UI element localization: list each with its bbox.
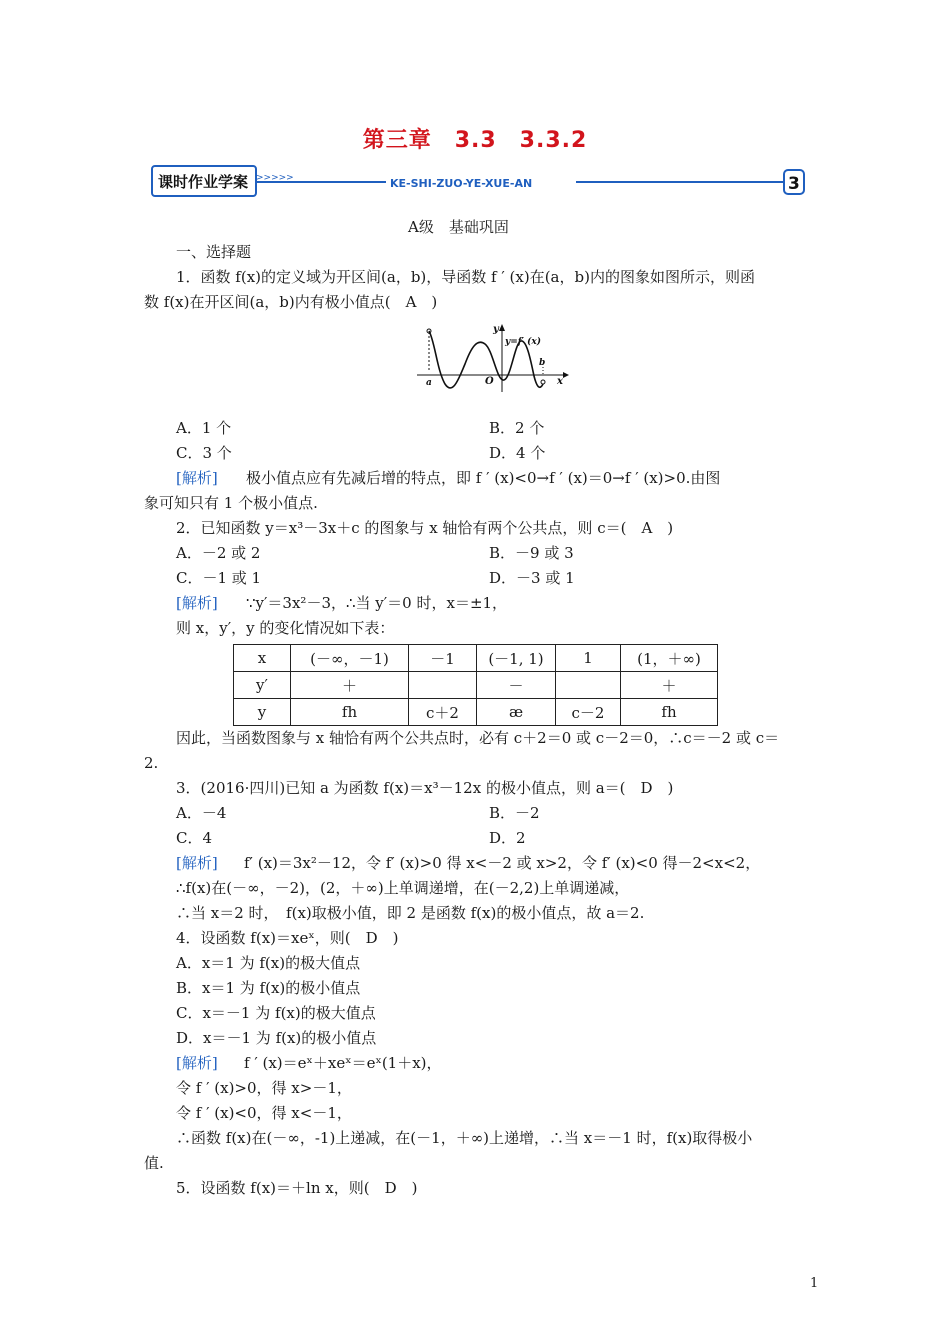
q1-option-c: C．3 个 (176, 444, 232, 462)
table-cell: (－1, 1) (477, 645, 556, 672)
q4-option-a: A．x＝1 为 f(x)的极大值点 (176, 954, 361, 972)
table-cell: y′ (234, 672, 291, 699)
q1-option-a: A．1 个 (176, 419, 232, 437)
banner-label: 课时作业学案 (158, 173, 249, 191)
x-axis-arrow (563, 372, 569, 378)
table-row (234, 672, 718, 699)
q1-option-d: D．4 个 (489, 444, 546, 462)
y-axis-label: y (493, 324, 499, 335)
q4-analysis-line1: f ′ (x)＝eˣ＋xeˣ＝eˣ(1＋x)， (244, 1054, 442, 1072)
q4-option-c: C．x＝－1 为 f(x)的极大值点 (176, 1004, 376, 1022)
origin-label: O (485, 376, 494, 387)
q3-option-c: C．4 (176, 829, 213, 847)
q4-analysis-line4: ∴函数 f(x)在(－∞，-1)上递减，在(－1，＋∞)上递增，∴当 x＝－1 时，f(x)取得极小 (176, 1129, 753, 1147)
variation-table (233, 644, 718, 726)
subsection-title: 一、选择题 (176, 243, 252, 261)
q2-conclusion-line1: 因此，当函数图象与 x 轴恰有两个公共点时，必有 c＋2＝0 或 c－2＝0，∴c＝－2 或 c＝ (176, 729, 780, 747)
banner-number: 3 (788, 174, 800, 194)
table-cell: － (477, 672, 556, 699)
table-row (234, 645, 718, 672)
q3-analysis-tag: [解析] (176, 854, 218, 872)
q4-option-b: B．x＝1 为 f(x)的极小值点 (176, 979, 361, 997)
q1-analysis-line1: 极小值点应有先减后增的特点，即 f ′ (x)<0→f ′ (x)＝0→f ′ (x)>0.由图 (246, 469, 721, 487)
table-cell: c＋2 (409, 699, 477, 726)
q4-stem: 4．设函数 f(x)＝xeˣ，则( D ) (176, 929, 399, 947)
table-cell: x (234, 645, 291, 672)
table-cell: (1，＋∞) (621, 645, 718, 672)
y-axis-arrow (499, 324, 505, 331)
table-cell: fh (621, 699, 718, 726)
q3-analysis-line3: ∴当 x＝2 时， f(x)取极小值，即 2 是函数 f(x)的极小值点，故 a＝2. (176, 904, 645, 922)
banner-pinyin: KE-SHI-ZUO-YE-XUE-AN (390, 177, 533, 190)
q2-stem: 2．已知函数 y＝x³－3x＋c 的图象与 x 轴恰有两个公共点，则 c＝( A ) (176, 519, 674, 537)
q1-stem-line1: 1．函数 f(x)的定义域为开区间(a，b)，导函数 f ′ (x)在(a，b)内的图象如图所示，则函 (176, 268, 755, 286)
b-open-point (541, 380, 545, 384)
q4-analysis-line2: 令 f ′ (x)>0，得 x>－1， (176, 1079, 352, 1097)
q3-analysis-line1: f′ (x)＝3x²－12，令 f′ (x)>0 得 x<－2 或 x>2，令 f′ (x)<0 得－2<x<2， (244, 854, 761, 872)
q3-analysis-line2: ∴f(x)在(－∞，－2)，(2，＋∞)上单调递增，在(－2,2)上单调递减， (176, 879, 630, 897)
q3-stem: 3．(2016·四川)已知 a 为函数 f(x)＝x³－12x 的极小值点，则 a＝( D ) (176, 779, 674, 797)
q3-option-d: D．2 (489, 829, 526, 847)
q4-analysis-line3: 令 f ′ (x)<0，得 x<－1， (176, 1104, 352, 1122)
q2-analysis-line1: ∵y′＝3x²－3，∴当 y′＝0 时，x＝±1， (246, 594, 508, 612)
page-number: 1 (810, 1276, 819, 1291)
table-cell: y (234, 699, 291, 726)
q4-analysis-tag: [解析] (176, 1054, 218, 1072)
chapter-title: 第三章 3.3 3.3.2 (362, 128, 588, 153)
q1-option-b: B．2 个 (489, 419, 545, 437)
x-axis-label: x (557, 376, 563, 387)
q3-option-a: A．－4 (176, 804, 227, 822)
banner-arrows: >>>>> (256, 173, 294, 183)
q2-conclusion-line2: 2. (144, 754, 159, 772)
q1-analysis-line2: 象可知只有 1 个极小值点. (144, 494, 318, 512)
curve-label: y=f′ (x) (505, 337, 542, 347)
table-cell: c－2 (556, 699, 621, 726)
q2-analysis-line2: 则 x，y′，y 的变化情况如下表： (176, 619, 395, 637)
table-cell: æ (477, 699, 556, 726)
table-cell (409, 672, 477, 699)
q1-analysis-tag: [解析] (176, 469, 218, 487)
q4-option-d: D．x＝－1 为 f(x)的极小值点 (176, 1029, 377, 1047)
table-cell: －1 (409, 645, 477, 672)
table-cell: fh (291, 699, 409, 726)
derivative-graph (415, 322, 570, 394)
header-banner (150, 164, 806, 200)
b-label: b (539, 358, 546, 368)
q1-stem-line2: 数 f(x)在开区间(a，b)内有极小值点( A ) (144, 293, 438, 311)
table-cell (556, 672, 621, 699)
q3-option-b: B．－2 (489, 804, 540, 822)
q2-option-d: D．－3 或 1 (489, 569, 575, 587)
q2-analysis-tag: [解析] (176, 594, 218, 612)
table-cell: ＋ (621, 672, 718, 699)
table-cell: 1 (556, 645, 621, 672)
q2-option-b: B．－9 或 3 (489, 544, 574, 562)
section-title: A级 基础巩固 (408, 218, 509, 236)
q4-analysis-line5: 值. (144, 1154, 164, 1172)
q5-stem: 5．设函数 f(x)＝＋ln x，则( D ) (176, 1179, 418, 1197)
table-cell: (－∞，－1) (291, 645, 409, 672)
q2-option-a: A．－2 或 2 (176, 544, 261, 562)
q2-option-c: C．－1 或 1 (176, 569, 262, 587)
table-cell: ＋ (291, 672, 409, 699)
a-label: a (426, 378, 432, 388)
table-row (234, 699, 718, 726)
